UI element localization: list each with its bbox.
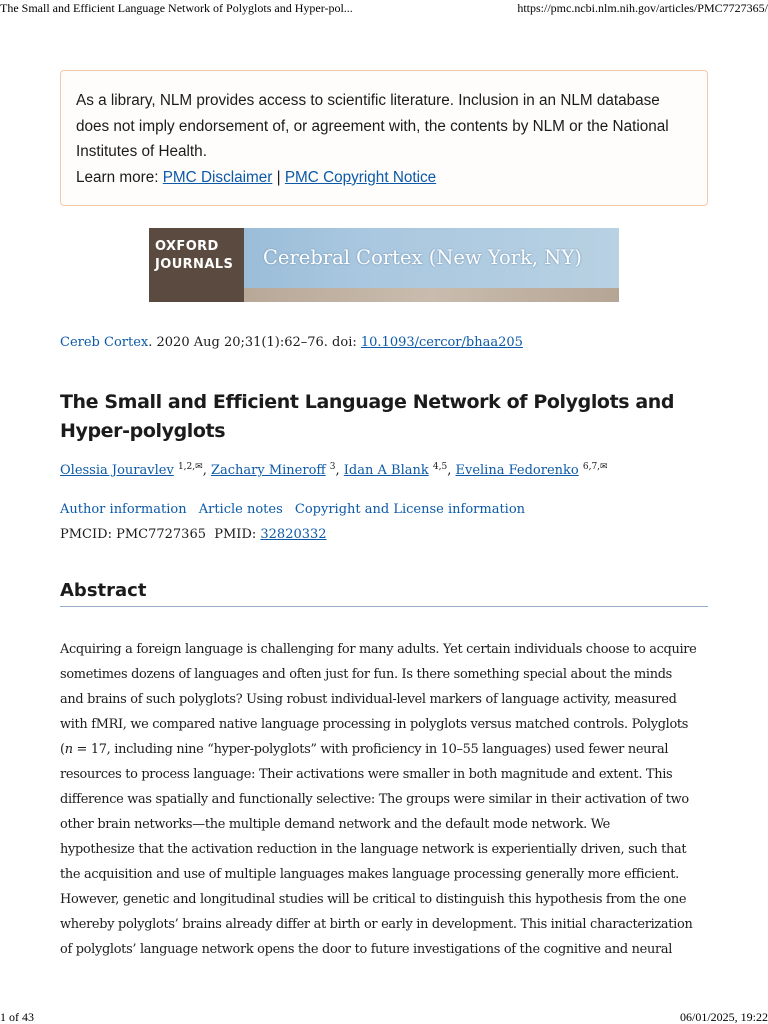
link-separator: | [276, 168, 281, 186]
article-meta-links [60, 502, 533, 517]
print-date: 06/01/2025, 19:22 [679, 1010, 768, 1024]
abstract-line: and brains of such polyglots? Using robust individual-level markers of language activity, measured [60, 692, 677, 707]
abstract-line: the acquisition and use of multiple languages makes language processing generally more efficient. [60, 867, 679, 882]
author-affiliation: 6,7,✉ [582, 462, 608, 472]
nlm-disclaimer-box [60, 70, 708, 206]
brand-line-2: JOURNALS [155, 257, 234, 272]
article-notes-toggle[interactable]: Article notes [198, 502, 283, 517]
author-link[interactable]: Evelina Fedorenko [455, 463, 579, 478]
print-header [0, 0, 768, 16]
print-page-url: https://pmc.ncbi.nlm.nih.gov/articles/PMC7727365/ [517, 1, 768, 15]
citation-details: . 2020 Aug 20;31(1):62–76. doi: [148, 335, 361, 350]
abstract-line: However, genetic and longitudinal studies will be critical to distinguish this hypothesis from the one [60, 892, 687, 907]
author-affiliation: 1,2,✉ [177, 462, 203, 472]
author-list: Olessia Jouravlev $^{1,2,✉}$, Zachary Mineroff $^3$, Idan A Blank $^{4,5}$, Evelina Fedorenko $^{6,7,✉}$ [60, 462, 608, 478]
article-identifiers [60, 527, 327, 542]
envelope-icon[interactable]: ✉ [600, 462, 608, 472]
oxford-journals-logo [149, 228, 244, 302]
pmid-label: PMID: [214, 527, 261, 542]
abstract-line: Acquiring a foreign language is challenging for many adults. Yet certain individuals choose to acquire [60, 642, 697, 657]
author-affiliation: 3 [329, 462, 336, 472]
banner-decorative-stripe [244, 288, 619, 302]
journal-link[interactable]: Cereb Cortex [60, 335, 149, 350]
author-link[interactable]: Olessia Jouravlev [60, 463, 174, 478]
author-link[interactable]: Idan A Blank [343, 463, 429, 478]
pmc-copyright-notice-link[interactable]: PMC Copyright Notice [284, 168, 437, 186]
abstract-line: with fMRI, we compared native language processing in polyglots versus matched controls. Polyglots [60, 717, 689, 732]
abstract-line: hypothesize that the activation reduction in the language network is experientially driven, such that [60, 842, 687, 857]
pmcid-value: PMC7727365 [116, 527, 206, 542]
article-title: The Small and Efficient Language Network of Polyglots and Hyper-polyglots [60, 391, 675, 442]
journal-name: Cerebral Cortex (New York, NY) [263, 246, 582, 269]
page-number: 1 of 43 [0, 1010, 34, 1024]
abstract-line: sometimes dozens of languages and often just for fun. Is there something special about the minds [60, 667, 672, 682]
disclaimer-text: As a library, NLM provides access to scientific literature. Inclusion in an NLM database does not imply endorsement of, or agreement with, the contents by NLM or the National Institutes of Health. [76, 92, 669, 161]
abstract-line: (n = 17, including nine “hyper-polyglots” with proficiency in 10–55 languages) used fewer neural [60, 742, 669, 757]
citation-line [60, 335, 523, 350]
envelope-icon[interactable]: ✉ [195, 462, 203, 472]
abstract-line: other brain networks—the multiple demand network and the default mode network. We [60, 817, 610, 832]
abstract-heading: Abstract [60, 580, 708, 607]
print-page-title: The Small and Efficient Language Network of Polyglots and Hyper-pol... [0, 1, 353, 15]
abstract-body [60, 637, 708, 962]
learn-more-label: Learn more: [76, 168, 159, 186]
author-information-toggle[interactable]: Author information [60, 502, 187, 517]
pmcid-label: PMCID: [60, 527, 117, 542]
pmid-link[interactable]: 32820332 [260, 527, 327, 542]
brand-line-1: OXFORD [155, 239, 219, 254]
author-link[interactable]: Zachary Mineroff [210, 463, 326, 478]
abstract-line: resources to process language: Their activations were smaller in both magnitude and extent. This [60, 767, 673, 782]
copyright-license-toggle[interactable]: Copyright and License information [294, 502, 526, 517]
print-footer [0, 1010, 768, 1024]
abstract-line: whereby polyglots’ brains already differ at birth or early in development. This initial characterization [60, 917, 693, 932]
abstract-line: difference was spatially and functionally selective: The groups were similar in their activation of two [60, 792, 689, 807]
journal-banner[interactable] [149, 228, 619, 302]
abstract-line: of polyglots’ language network opens the door to future investigations of the cognitive and neural [60, 942, 673, 957]
author-affiliation: 4,5 [432, 462, 448, 472]
pmc-disclaimer-link[interactable]: PMC Disclaimer [162, 168, 273, 186]
doi-link[interactable]: 10.1093/cercor/bhaa205 [360, 335, 523, 350]
